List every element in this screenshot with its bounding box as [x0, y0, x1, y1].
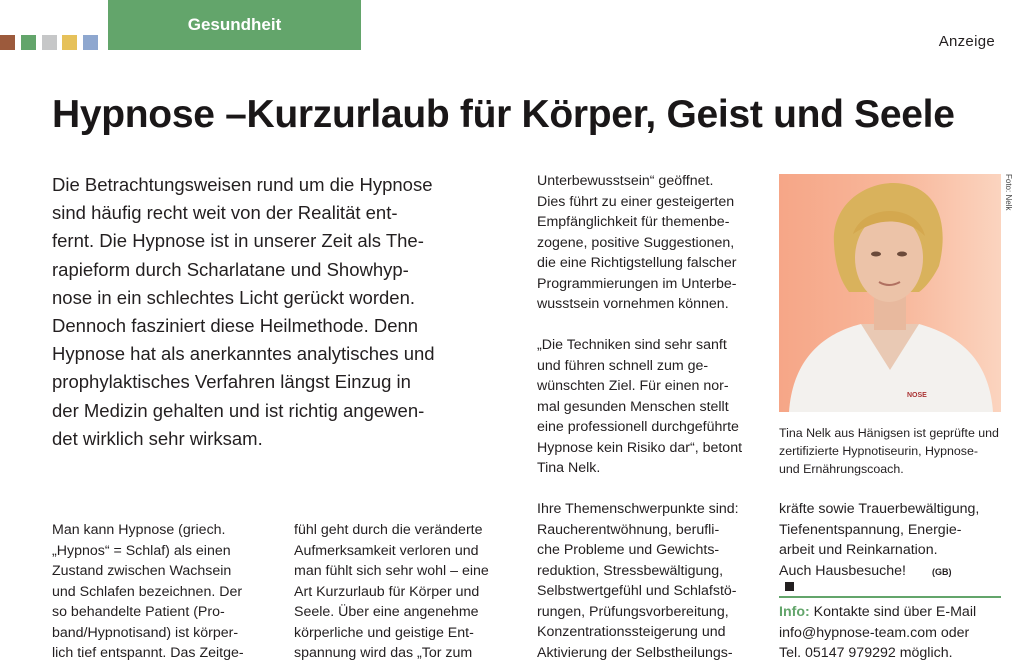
shirt-logo-text: NOSE	[907, 392, 927, 399]
body-line: körperliche und geistige Ent-	[294, 624, 474, 641]
body-line: Ihre Themenschwerpunkte sind:	[537, 501, 739, 517]
article-title: Hypnose –Kurzurlaub für Körper, Geist und Seele	[52, 93, 955, 136]
color-square-grey	[42, 35, 57, 50]
portrait-photo	[779, 174, 1001, 412]
article-intro	[52, 171, 435, 453]
body-column-4	[779, 499, 979, 591]
caption-line: und Ernährungscoach.	[779, 462, 904, 477]
body-line: spannung wird das „Tor zum	[294, 645, 473, 661]
body-line: Konzentrationssteigerung und	[537, 624, 726, 640]
info-line	[779, 602, 976, 623]
photo-caption	[779, 424, 999, 479]
body-line: lich tief entspannt. Das Zeitge-	[52, 645, 244, 661]
body-line: und führen schnell zum ge-	[537, 357, 709, 374]
body-line: Raucherentwöhnung, berufli-	[537, 521, 720, 538]
intro-line: prophylaktisches Verfahren längst Einzug in	[52, 371, 411, 393]
color-square-yellow	[62, 35, 77, 50]
intro-line: Dennoch fasziniert diese Heilmethode. Denn	[52, 315, 419, 337]
info-divider	[779, 596, 1001, 598]
intro-line: Die Betrachtungsweisen rund um die Hypnose	[52, 174, 433, 195]
intro-line: fernt. Die Hypnose ist in unserer Zeit als The-	[52, 230, 424, 252]
body-line: Programmierungen im Unterbe-	[537, 275, 737, 292]
house-calls-text: Auch Hausbesuche!	[779, 562, 906, 579]
intro-line: Hypnose hat als anerkanntes analytisches und	[52, 343, 435, 365]
intro-line: det wirklich sehr wirksam.	[52, 427, 263, 449]
body-column-2	[294, 520, 489, 664]
body-line: Art Kurzurlaub für Körper und	[294, 583, 480, 600]
body-line: kräfte sowie Trauerbewältigung,	[779, 501, 980, 517]
body-line: rungen, Prüfungsvorbereitung,	[537, 603, 729, 620]
body-line: mal gesunden Menschen stellt	[537, 398, 729, 415]
body-column-3-part-1	[537, 171, 737, 315]
body-line: Tina Nelk.	[537, 460, 601, 476]
body-column-3-part-3	[537, 499, 739, 663]
body-line: eine professionell durchgeführte	[537, 419, 739, 435]
info-label: Info:	[779, 604, 810, 620]
color-square-green	[21, 35, 36, 50]
intro-line: rapieform durch Scharlatane und Showhyp-	[52, 258, 409, 280]
photo-credit: Foto: Nelk	[1004, 174, 1013, 211]
color-square-brown	[0, 35, 15, 50]
body-line: wusstsein vornehmen können.	[537, 296, 729, 312]
intro-line: der Medizin gehalten und ist richtig angewen-	[52, 399, 425, 421]
body-line: Hypnose kein Risiko dar“, betont	[537, 439, 743, 456]
body-line: man fühlt sich sehr wohl – eine	[294, 563, 489, 579]
body-line: Dies führt zu einer gesteigerten	[537, 193, 735, 210]
author-tag: (GB)	[931, 566, 952, 577]
info-phone: Tel. 05147 979292 möglich.	[779, 645, 953, 661]
color-square-blue	[83, 35, 98, 50]
body-line: Unterbewusstsein“ geöffnet.	[537, 173, 714, 189]
body-line: band/Hypnotisand) ist körper-	[52, 624, 239, 641]
caption-line: Tina Nelk aus Hänigsen ist geprüfte und	[779, 426, 999, 440]
body-line: die eine Richtigstellung falscher	[537, 255, 737, 271]
body-line: wünschten Ziel. Für einen nor-	[537, 378, 729, 394]
portrait-illustration	[779, 174, 1001, 412]
body-line: Empfänglichkeit für themenbe-	[537, 214, 730, 230]
info-text: Kontakte sind über E-Mail	[809, 604, 977, 620]
body-column-1	[52, 520, 244, 664]
body-line: arbeit und Reinkarnation.	[779, 542, 938, 558]
body-line: reduktion, Stressbewältigung,	[537, 562, 724, 579]
intro-line: nose in ein schlechtes Licht gerückt worden.	[52, 286, 416, 308]
body-line: Aktivierung der Selbstheilungs-	[537, 644, 733, 661]
body-line: zogene, positive Suggestionen,	[537, 234, 735, 251]
end-mark-icon	[785, 582, 794, 591]
body-line: und Schlafen bezeichnen. Der	[52, 583, 243, 600]
body-line: Zustand zwischen Wachsein	[52, 563, 232, 579]
body-line: „Hypnos“ = Schlaf) als einen	[52, 542, 231, 559]
body-line: che Probleme und Gewichts-	[537, 542, 720, 558]
body-line: Selbstwertgefühl und Schlafstö-	[537, 583, 737, 599]
body-line: Tiefenentspannung, Energie-	[779, 521, 962, 538]
caption-line: zertifizierte Hypnotiseurin, Hypnose-	[779, 444, 979, 459]
body-line: Seele. Über eine angenehme	[294, 604, 479, 620]
body-line-last	[779, 561, 979, 592]
info-box	[779, 602, 976, 664]
body-line: Aufmerksamkeit verloren und	[294, 542, 479, 559]
body-line: so behandelte Patient (Pro-	[52, 604, 225, 620]
body-line: Man kann Hypnose (griech.	[52, 522, 226, 538]
section-tab: Gesundheit	[108, 0, 361, 50]
body-column-3-part-2	[537, 335, 742, 479]
body-line: „Die Techniken sind sehr sanft	[537, 337, 727, 353]
intro-line: sind häufig recht weit von der Realität ent-	[52, 202, 398, 224]
body-line: fühl geht durch die veränderte	[294, 522, 483, 538]
ad-label: Anzeige	[938, 33, 995, 50]
info-email: info@hypnose-team.com oder	[779, 624, 970, 641]
